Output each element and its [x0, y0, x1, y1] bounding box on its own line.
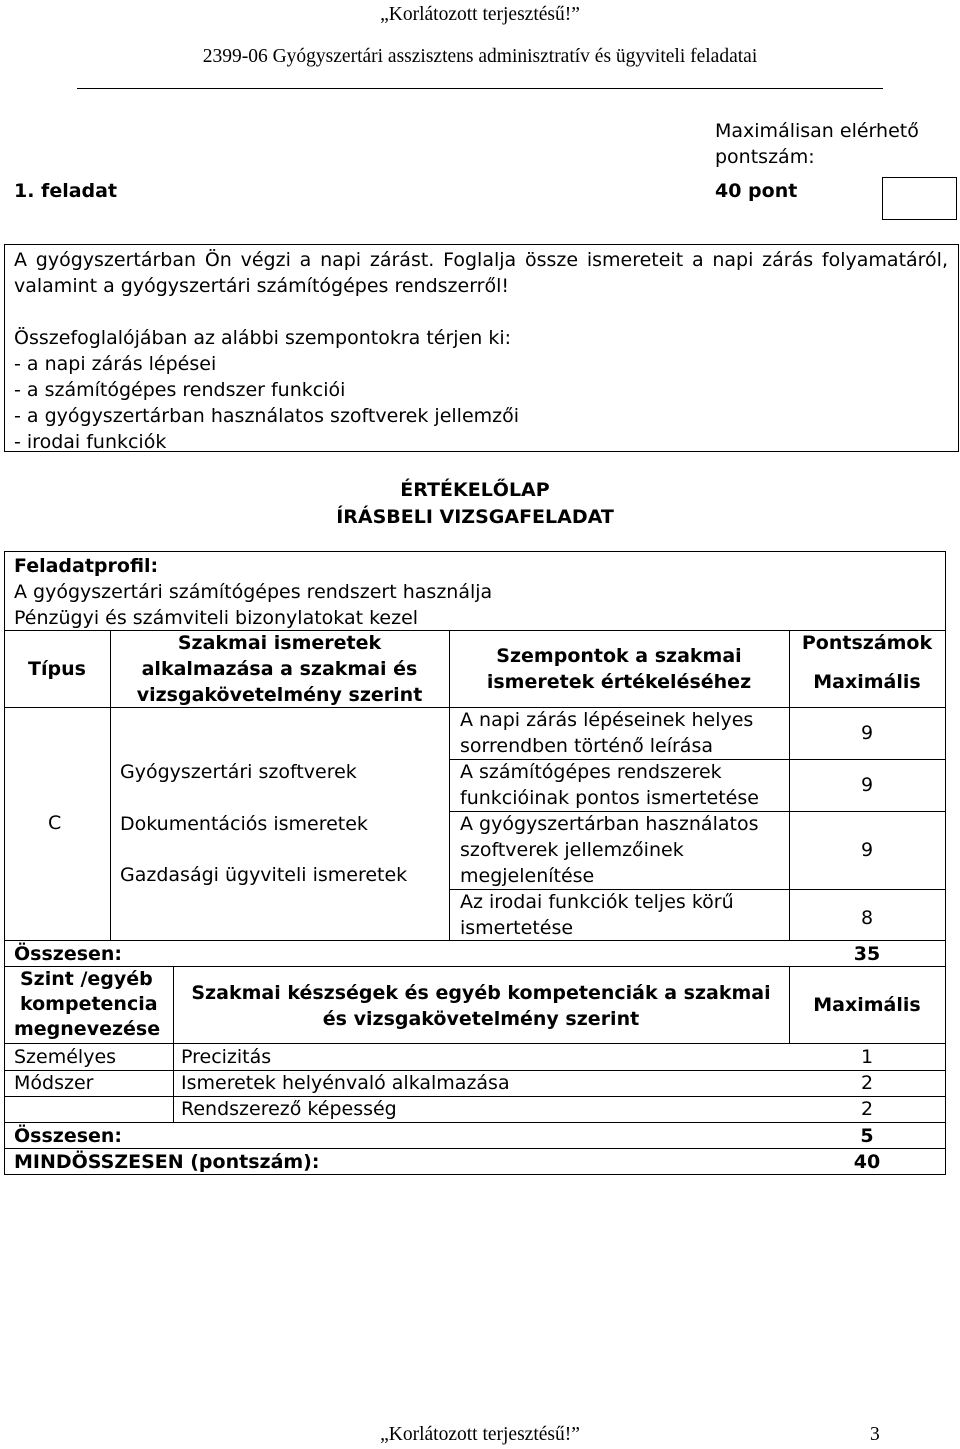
total-value: 40 [853, 1151, 881, 1173]
task-description [14, 247, 948, 455]
profile-line: A gyógyszertári számítógépes rendszert használja [14, 581, 493, 603]
header-module-title: 2399-06 Gyógyszertári asszisztens adminisztratív és ügyviteli feladatai [202, 46, 758, 67]
task-profile [14, 553, 492, 631]
col-header-level: Szint /egyéb kompetencia megnevezése [14, 968, 161, 1040]
col-header-competency: Szakmai készségek és egyéb kompetenciák a szakmai és vizsgakövetelmény szerint [191, 982, 771, 1030]
comp-points: 2 [860, 1098, 874, 1120]
subtotal-label: Összesen: [14, 943, 123, 965]
comp-points: 1 [860, 1046, 874, 1068]
task-text-line: A gyógyszertárban Ön végzi a napi zárást. Foglalja össze ismereteit a napi zárás folyamatáról, [14, 249, 948, 271]
col-header-criteria: Szempontok a szakmai ismeretek értékeléséhez [486, 645, 752, 693]
col-header-type: Típus [28, 657, 86, 680]
criteria-points: 8 [860, 906, 874, 929]
page-number: 3 [870, 1424, 880, 1445]
type-value: C [48, 812, 62, 834]
header-restriction: „Korlátozott terjesztésű!” [380, 4, 580, 25]
knowledge-item: Gazdasági ügyviteli ismeretek [120, 864, 408, 886]
total-label: MINDÖSSZESEN (pontszám): [14, 1151, 320, 1173]
score-entry-box[interactable] [882, 177, 957, 220]
knowledge-item: Dokumentációs ismeretek [120, 813, 368, 835]
profile-label: Feladatprofil: [14, 555, 159, 577]
criteria-row: A számítógépes rendszerek funkcióinak pontos ismertetése [460, 761, 759, 809]
task-title: 1. feladat [14, 180, 118, 202]
header-rule [77, 88, 883, 89]
task-focus-item: - a számítógépes rendszer funkciói [14, 379, 346, 401]
subtotal-value: 35 [853, 943, 881, 965]
criteria-points: 9 [860, 722, 874, 744]
comp-desc: Ismeretek helyénvaló alkalmazása [181, 1072, 510, 1094]
comp-level: Módszer [14, 1072, 94, 1094]
criteria-points: 9 [860, 774, 874, 796]
col-header-max: Maximális [813, 671, 921, 693]
comp-desc: Precizitás [181, 1046, 272, 1068]
task-text-line: valamint a gyógyszertári számítógépes rendszerről! [14, 275, 510, 297]
subtotal-value: 5 [860, 1125, 874, 1147]
task-focus-item: - a napi zárás lépései [14, 353, 217, 375]
task-focus-item: - irodai funkciók [14, 431, 167, 453]
comp-points: 2 [860, 1072, 874, 1094]
max-score-label: Maximálisan elérhető pontszám: [715, 120, 919, 168]
comp-level: Személyes [14, 1046, 117, 1068]
subtotal-label: Összesen: [14, 1125, 123, 1147]
task-focus-item: - a gyógyszertárban használatos szoftverek jellemzői [14, 405, 520, 427]
comp-desc: Rendszerező képesség [181, 1098, 397, 1120]
criteria-points: 9 [860, 839, 874, 861]
footer-restriction: „Korlátozott terjesztésű!” [380, 1424, 580, 1445]
knowledge-item: Gyógyszertári szoftverek [120, 761, 357, 783]
col-header-knowledge: Szakmai ismeretek alkalmazása a szakmai és vizsgakövetelmény szerint [136, 632, 423, 706]
col-header-points: Pontszámok [801, 632, 933, 654]
profile-line: Pénzügyi és számviteli bizonylatokat kezel [14, 607, 419, 629]
criteria-row: A gyógyszertárban használatos szoftverek jellemzőinek megjelenítése [460, 813, 759, 887]
criteria-row: A napi zárás lépéseinek helyes sorrendben történő leírása [460, 709, 754, 757]
col-header-comp-max: Maximális [813, 993, 921, 1016]
criteria-row: Az irodai funkciók teljes körű ismertetése [460, 891, 734, 939]
task-focus-intro: Összefoglalójában az alábbi szempontokra térjen ki: [14, 327, 512, 349]
task-points: 40 pont [715, 180, 798, 202]
sheet-title: ÉRTÉKELŐLAP ÍRÁSBELI VIZSGAFELADAT [336, 479, 614, 528]
